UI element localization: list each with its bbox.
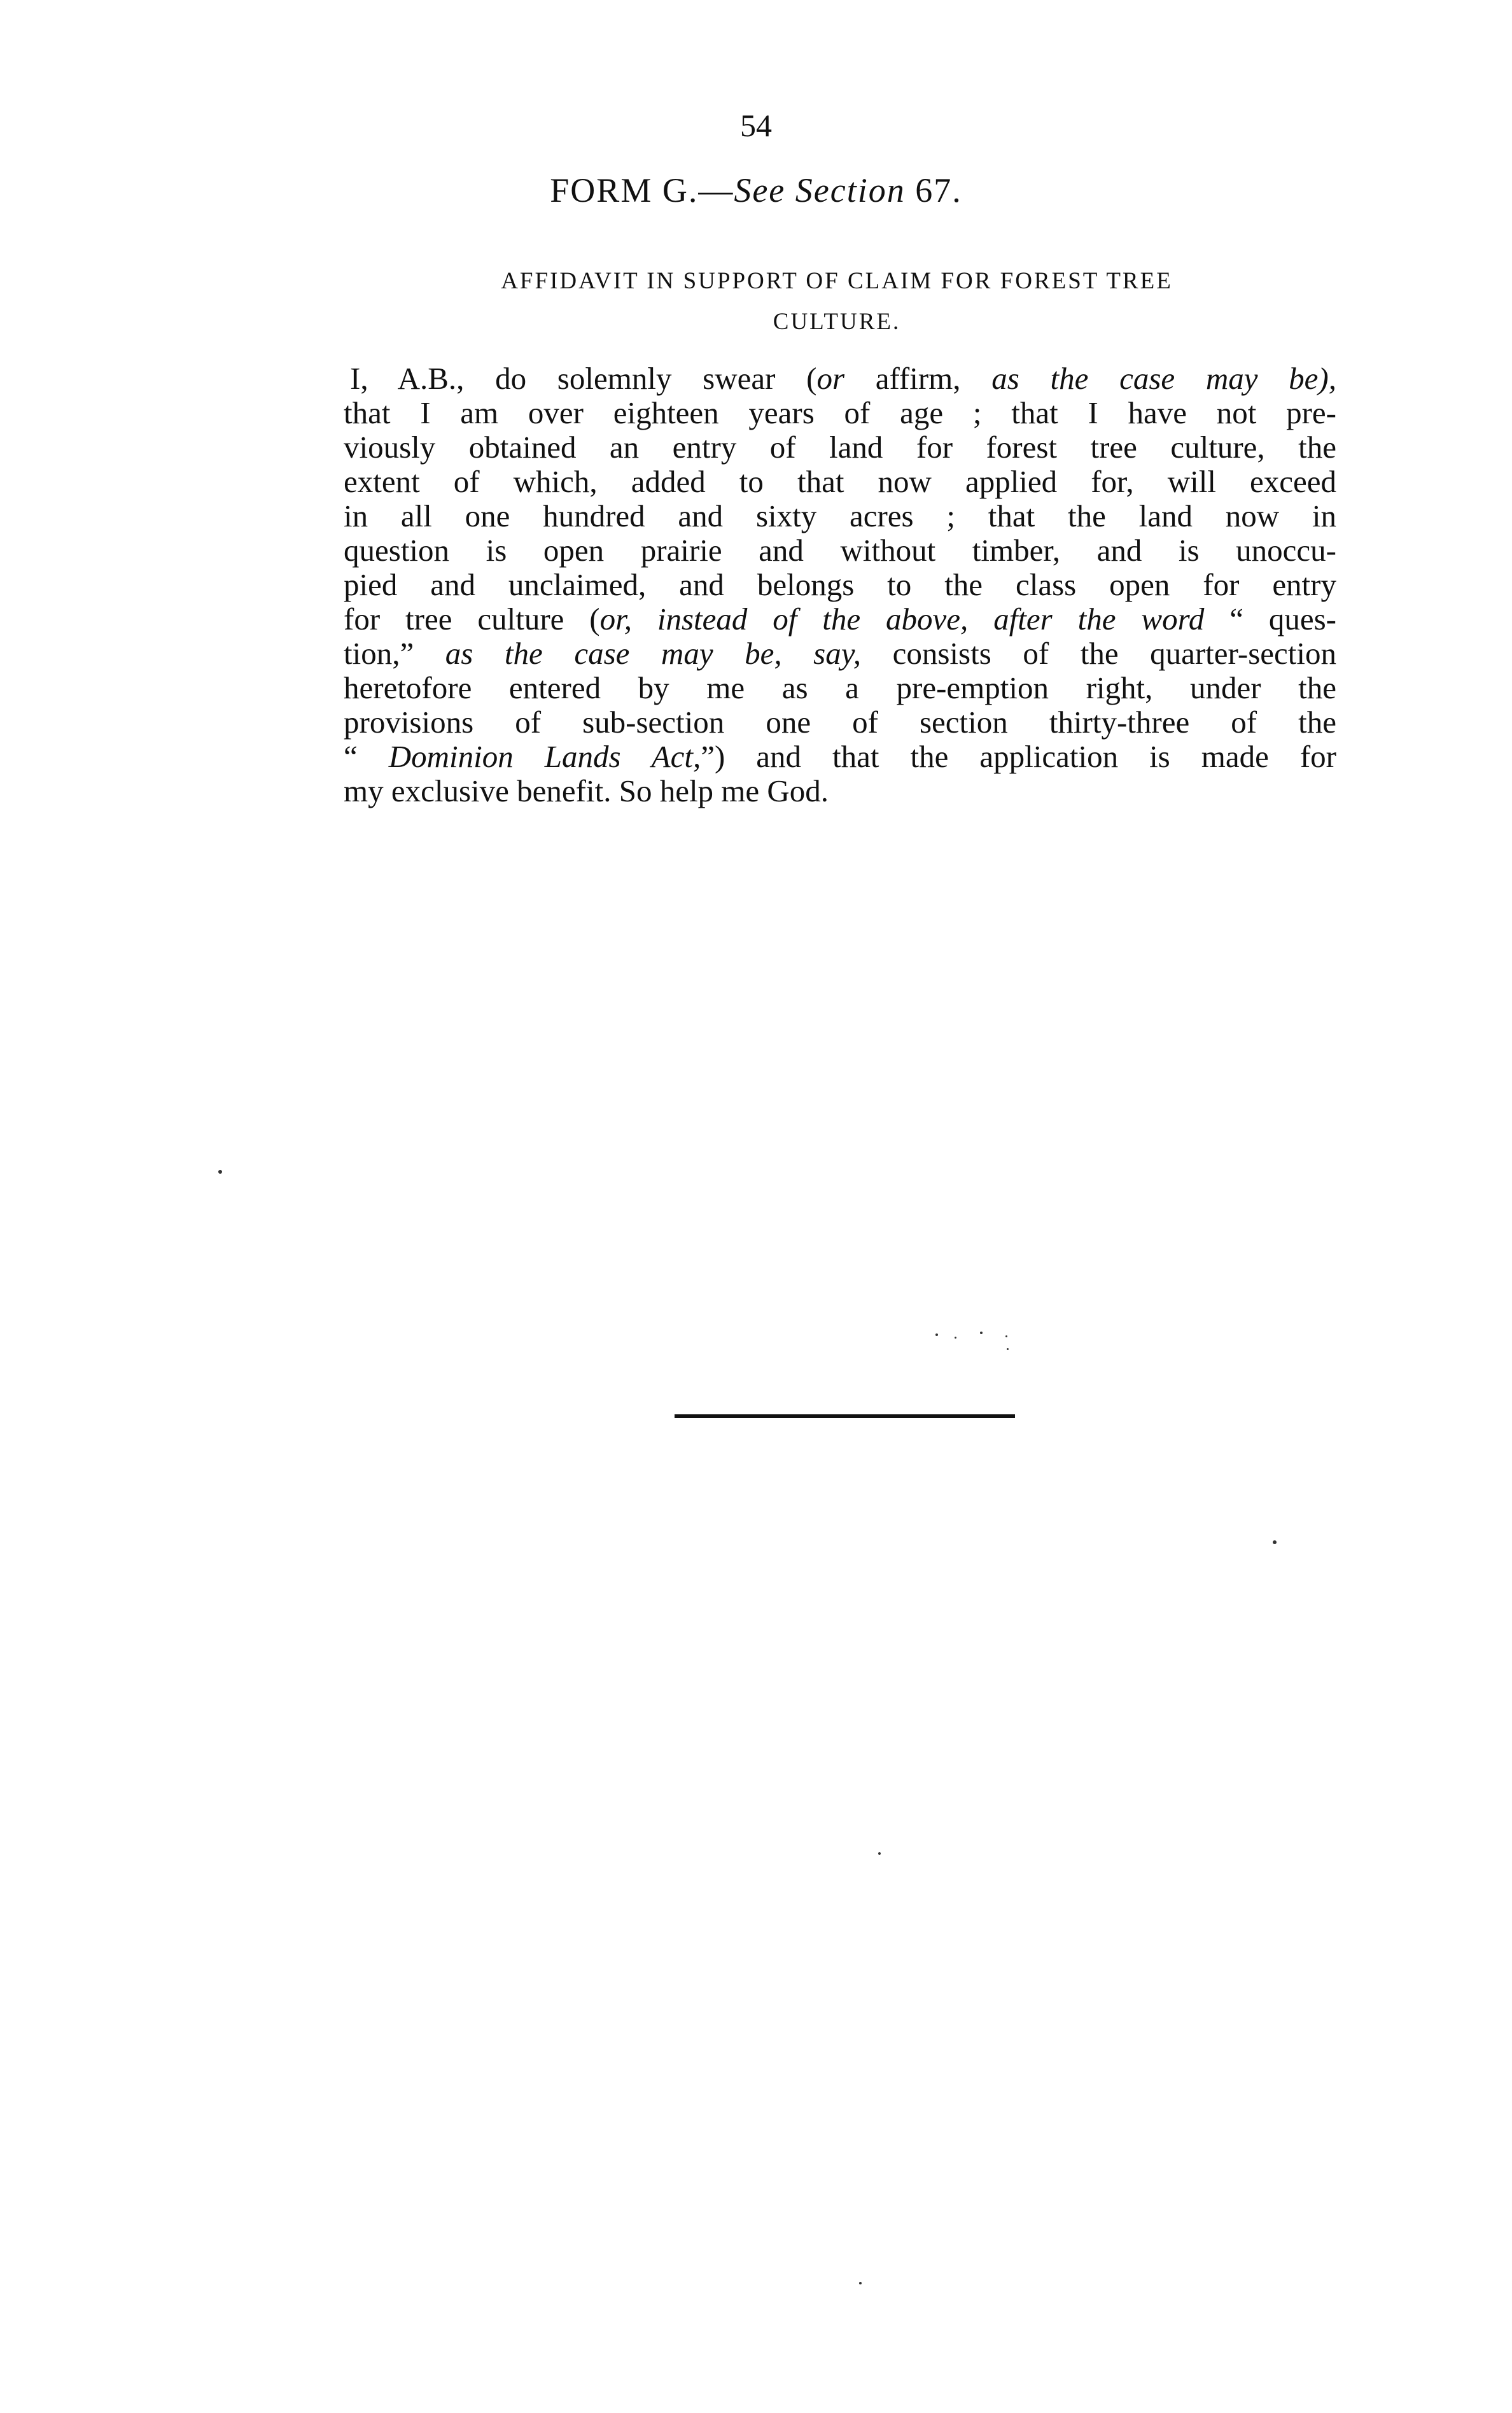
body-line-1-b: or (816, 361, 845, 396)
body-line-7: pied and unclaimed, and belongs to the class open for entry (344, 567, 1336, 602)
body-line-9-a: tion,” (344, 636, 445, 671)
body-line-2: that I am over eighteen years of age ; that I have not pre- (344, 395, 1336, 430)
scan-speck (878, 1852, 881, 1855)
body-line-8 (344, 602, 1336, 637)
body-line-12-c: ”) and that the application is made for (701, 739, 1336, 774)
affidavit-heading (344, 261, 1330, 342)
body-line-12-b: Dominion Lands Act, (388, 739, 701, 774)
affidavit-heading-line-1: AFFIDAVIT IN SUPPORT OF CLAIM FOR FOREST TREE (501, 268, 1173, 294)
body-line-12 (344, 740, 1336, 774)
body-line-9-c: consists of the quarter-section (861, 636, 1336, 671)
scan-speck (1273, 1540, 1277, 1544)
body-line-3: viously obtained an entry of land for forest tree culture, the (344, 430, 1336, 465)
body-line-9-b: as the case may be, say, (445, 636, 862, 671)
form-title-see: See Section (734, 171, 906, 209)
body-line-8-b: or, instead of the above, after the word (599, 601, 1205, 637)
body-line-4: extent of which, added to that now applied for, will exceed (344, 464, 1336, 499)
body-line-9 (344, 637, 1336, 671)
body-line-11: provisions of sub-section one of section thirty-three of the (344, 705, 1336, 740)
body-line-1-c: affirm, (844, 361, 992, 396)
scan-speck (218, 1170, 222, 1174)
body-line-5: in all one hundred and sixty acres ; that the land now in (344, 498, 1336, 533)
affidavit-heading-line-2: CULTURE. (773, 309, 901, 335)
scan-speck (859, 2282, 862, 2284)
page-number: 54 (740, 108, 772, 143)
body-line-8-a: for tree culture ( (344, 601, 600, 637)
form-title-section: 67. (905, 171, 962, 209)
section-divider-rule (675, 1414, 1015, 1418)
scan-speck (955, 1337, 956, 1339)
body-line-13: my exclusive benefit. So help me God. (344, 773, 829, 808)
form-title (0, 171, 1512, 210)
body-line-1 (344, 362, 1336, 396)
scan-speck (1007, 1348, 1009, 1350)
body-line-1-a: I, A.B., do solemnly swear ( (350, 361, 817, 396)
scan-speck (980, 1332, 983, 1334)
body-line-10: heretofore entered by me as a pre-emption right, under the (344, 670, 1336, 705)
form-title-main: FORM G.— (550, 171, 734, 209)
body-line-8-c: “ ques- (1204, 601, 1336, 637)
scan-speck (935, 1333, 938, 1336)
affidavit-body (344, 362, 1336, 808)
body-line-1-d: as the case may be), (991, 361, 1336, 396)
body-line-6: question is open prairie and without timber, and is unoccu- (344, 533, 1336, 568)
body-line-12-a: “ (344, 739, 389, 774)
scan-speck (1005, 1335, 1007, 1337)
